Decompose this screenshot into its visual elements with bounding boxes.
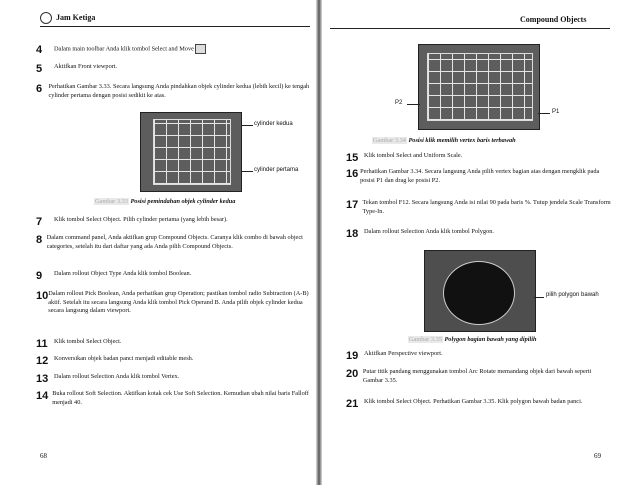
step-13 <box>36 373 311 385</box>
step-20 <box>346 368 611 385</box>
left-header-rule <box>40 26 310 27</box>
step-text: Klik tombol Select and Uniform Scale. <box>364 152 463 159</box>
step-text: Dalam rollout Object Type Anda klik tombol Boolean. <box>54 270 192 277</box>
step-number: 14 <box>36 390 49 402</box>
figure-label: Gambar 3.33 <box>95 198 128 205</box>
step-9 <box>36 270 311 282</box>
figure-3-33-viewport <box>140 112 242 192</box>
step-text: Putar titik pandang menggunakan tombol Arc Rotate memandang objek dari bawah seperti Gambar 3.35. <box>362 368 592 384</box>
step-19 <box>346 350 611 362</box>
step-number: 15 <box>346 152 359 164</box>
step-number: 11 <box>36 338 48 350</box>
step-number: 21 <box>346 398 359 410</box>
figure-label: Gambar 3.34 <box>373 137 406 144</box>
step-21 <box>346 398 611 410</box>
step-number: 16 <box>346 168 359 180</box>
vertex-grid <box>427 53 533 121</box>
step-12 <box>36 355 311 367</box>
step-5 <box>36 63 311 75</box>
step-text: Dalam rollout Pick Boolean, Anda perhatikan grup Operation; pastikan tombol radio Subtraction (A-B) aktif. Setelah itu secara langsung Anda klik tombol Pick Operand B. Anda pilih objek cylinder kedua secara langsung dalam viewport. <box>48 290 309 315</box>
step-text: Dalam main toolbar Anda klik tombol Select and Move <box>54 44 206 54</box>
figure-caption-text: Polygon bagian bawah yang dipilih <box>444 336 537 343</box>
step-15 <box>346 152 611 164</box>
callout-line <box>241 125 253 126</box>
step-6 <box>36 83 311 100</box>
figure-caption-text: Posisi klik memilih vertex baris terbawah <box>408 137 516 144</box>
callout-pilih-polygon: pilih polygon bawah <box>546 292 599 298</box>
step-number: 9 <box>36 270 43 282</box>
step-text: Klik tombol Select Object. <box>54 338 122 345</box>
step-text: Dalam rollout Selection Anda klik tombol Polygon. <box>364 228 494 235</box>
label-p1: P1 <box>552 109 560 115</box>
step-number: 5 <box>36 63 43 75</box>
step-number: 19 <box>346 350 359 362</box>
selected-polygon <box>443 261 515 325</box>
step-text: Aktifkan Perspective viewport. <box>364 350 443 357</box>
right-page-number: 69 <box>594 452 601 460</box>
step-4 <box>36 44 311 56</box>
callout-cylinder-kedua: cylinder kedua <box>254 121 293 127</box>
book-gutter <box>316 0 322 485</box>
figure-label: Gambar 3.35 <box>409 336 442 343</box>
step-text: Dalam rollout Selection Anda klik tombol Vertex. <box>54 373 180 380</box>
step-text: Perhatikan Gambar 3.33. Secara langsung Anda pindahkan objek cylinder kedua (lebih kecil) ke tengah cylinder pertama dengan posisi sedikit ke atas. <box>48 83 310 99</box>
step-number: 8 <box>36 234 43 246</box>
cylinder-wireframe <box>153 119 231 185</box>
step-8 <box>36 234 311 251</box>
step-text: Tekan tombol F12. Secara langsung Anda isi nilai 90 pada baris %. Tutup jendela Scale Transform Type-In. <box>362 199 611 215</box>
left-header-title: Jam Ketiga <box>56 13 96 22</box>
step-number: 12 <box>36 355 49 367</box>
step-number: 7 <box>36 216 43 228</box>
step-14 <box>36 390 311 407</box>
chapter-logo-icon <box>40 12 52 24</box>
step-number: 13 <box>36 373 49 385</box>
right-header-title: Compound Objects <box>520 15 587 24</box>
left-page-number: 68 <box>40 452 47 460</box>
step-7 <box>36 216 311 228</box>
callout-cylinder-pertama: cylinder pertama <box>254 167 299 173</box>
label-p2: P2 <box>395 100 403 106</box>
select-move-icon <box>195 44 206 54</box>
right-header-rule <box>330 28 610 29</box>
step-number: 4 <box>36 44 43 56</box>
step-text: Klik tombol Select Object. Perhatikan Gambar 3.35. Klik polygon bawah badan panci. <box>364 398 583 405</box>
p1-line <box>538 113 550 114</box>
step-text: Dalam command panel, Anda aktifkan grup Compound Objects. Caranya klik combo di bawah object categories, setelah itu dari daftar yang ada Anda pilih Compound Objects. <box>46 234 303 250</box>
step-number: 18 <box>346 228 359 240</box>
step-text: Klik tombol Select Object. Pilih cylinder pertama (yang lebih besar). <box>54 216 228 223</box>
step-17 <box>346 199 611 216</box>
figure-caption-text: Posisi pemindahan objek cylinder kedua <box>130 198 236 205</box>
p2-line <box>407 104 420 105</box>
figure-3-35-caption <box>408 336 536 343</box>
step-number: 6 <box>36 83 43 95</box>
step-text: Perhatikan Gambar 3.34. Secara langsung Anda pilih vertex bagian atas dengan mengklik pada posisi P1 dan drag ke posisi P2. <box>360 168 600 184</box>
step-10 <box>36 290 311 316</box>
figure-3-33-caption <box>94 198 235 205</box>
step-16 <box>346 168 611 185</box>
callout-line <box>534 297 544 298</box>
step-text: Buka rollout Soft Selection. Aktifkan kotak cek Use Soft Selection. Kemudian ubah nilai baris Falloff menjadi 40. <box>52 390 309 406</box>
step-text: Aktifkan Front viewport. <box>54 63 118 70</box>
step-text: Konversikan objek badan panci menjadi editable mesh. <box>54 355 194 362</box>
step-11 <box>36 338 311 350</box>
figure-3-35-viewport <box>424 250 536 332</box>
step-number: 17 <box>346 199 359 211</box>
step-number: 10 <box>36 290 49 302</box>
step-number: 20 <box>346 368 359 380</box>
figure-3-34-caption <box>372 137 516 144</box>
callout-line <box>241 171 253 172</box>
figure-3-34-viewport <box>418 44 540 130</box>
step-18 <box>346 228 611 240</box>
